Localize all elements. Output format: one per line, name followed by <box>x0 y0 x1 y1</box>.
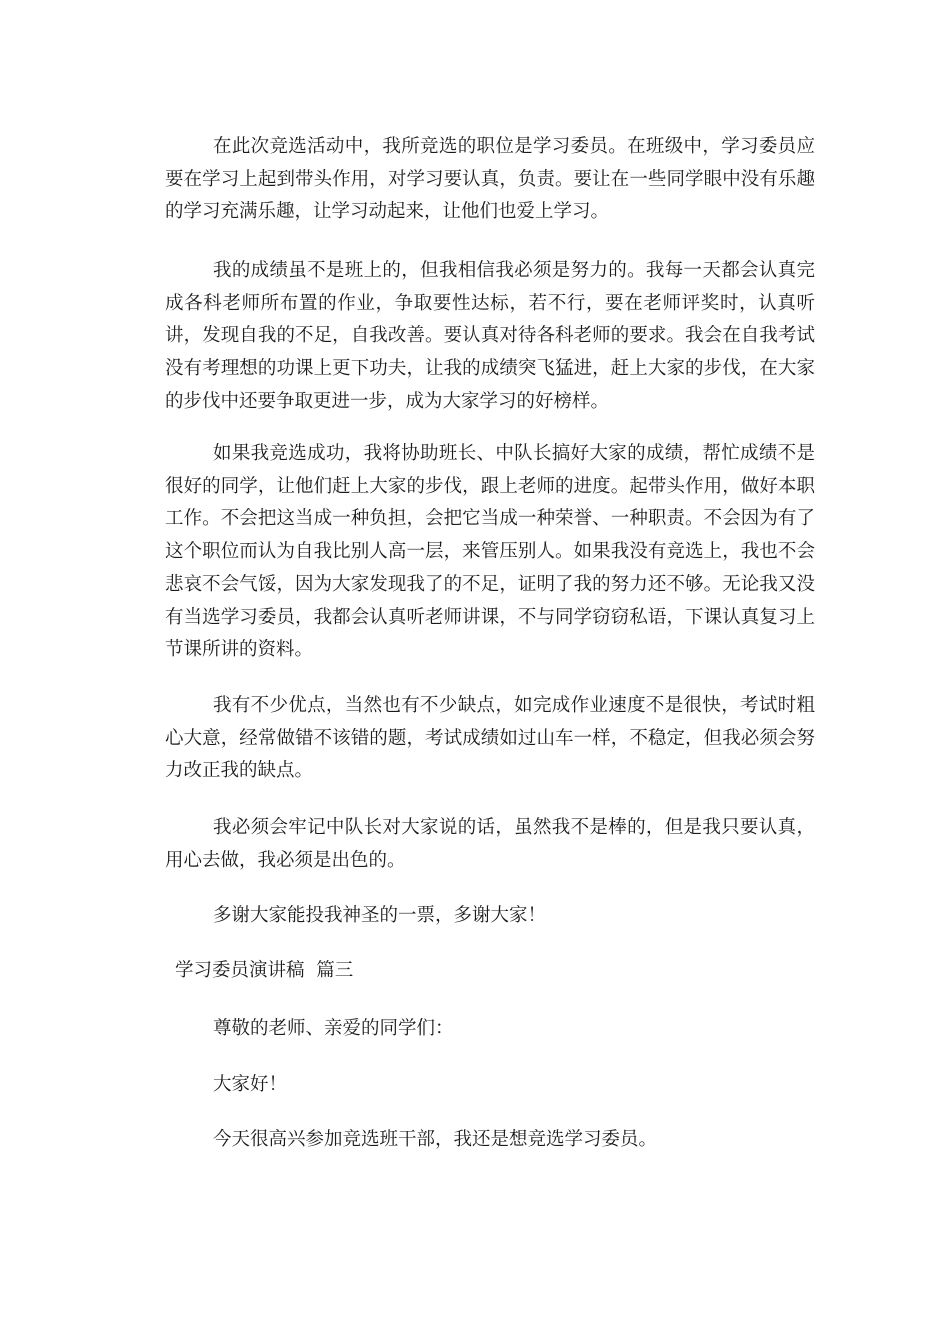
opening-line: 今天很高兴参加竞选班干部，我还是想竞选学习委员。 <box>213 1129 658 1150</box>
salutation: 尊敬的老师、亲爱的同学们： <box>213 1018 454 1039</box>
paragraph-6: 多谢大家能投我神圣的一票，多谢大家！ <box>213 905 547 926</box>
section-heading: 学习委员演讲稿 篇三 <box>175 960 354 981</box>
paragraph-5: 我必须会牢记中队长对大家说的话，虽然我不是棒的，但是我只要认真，用心去做，我必须是出色的。 <box>165 817 815 871</box>
paragraph-2: 我的成绩虽不是班上的，但我相信我必须是努力的。我每一天都会认真完成各科老师所布置的作业，争取要性达标，若不行，要在老师评奖时，认真听讲，发现自我的不足，自我改善。要认真对待各科老师的要求。我会在自我考试没有考理想的功课上更下功夫，让我的成绩突飞猛进，赶上大家的步伐，在大家的步伐中还要争取更进一步，成为大家学习的好榜样。 <box>165 260 815 412</box>
paragraph-1: 在此次竞选活动中，我所竞选的职位是学习委员。在班级中，学习委员应要在学习上起到带头作用，对学习要认真，负责。要让在一些同学眼中没有乐趣的学习充满乐趣，让学习动起来，让他们也爱上学习。 <box>165 136 815 223</box>
paragraph-3: 如果我竞选成功，我将协助班长、中队长搞好大家的成绩，帮忙成绩不是很好的同学，让他们赶上大家的步伐，跟上老师的进度。起带头作用，做好本职工作。不会把这当成一种负担，会把它当成一种荣誉、一种职责。不会因为有了这个职位而认为自我比别人高一层，来管压别人。如果我没有竞选上，我也不会悲哀不会气馁，因为大家发现我了的不足，证明了我的努力还不够。无论我又没有当选学习委员，我都会认真听老师讲课，不与同学窃窃私语，下课认真复习上节课所讲的资料。 <box>165 443 815 661</box>
greeting: 大家好！ <box>213 1074 288 1095</box>
paragraph-4: 我有不少优点，当然也有不少缺点，如完成作业速度不是很快，考试时粗心大意，经常做错不该错的题，考试成绩如过山车一样，不稳定，但我必须会努力改正我的缺点。 <box>165 695 815 782</box>
